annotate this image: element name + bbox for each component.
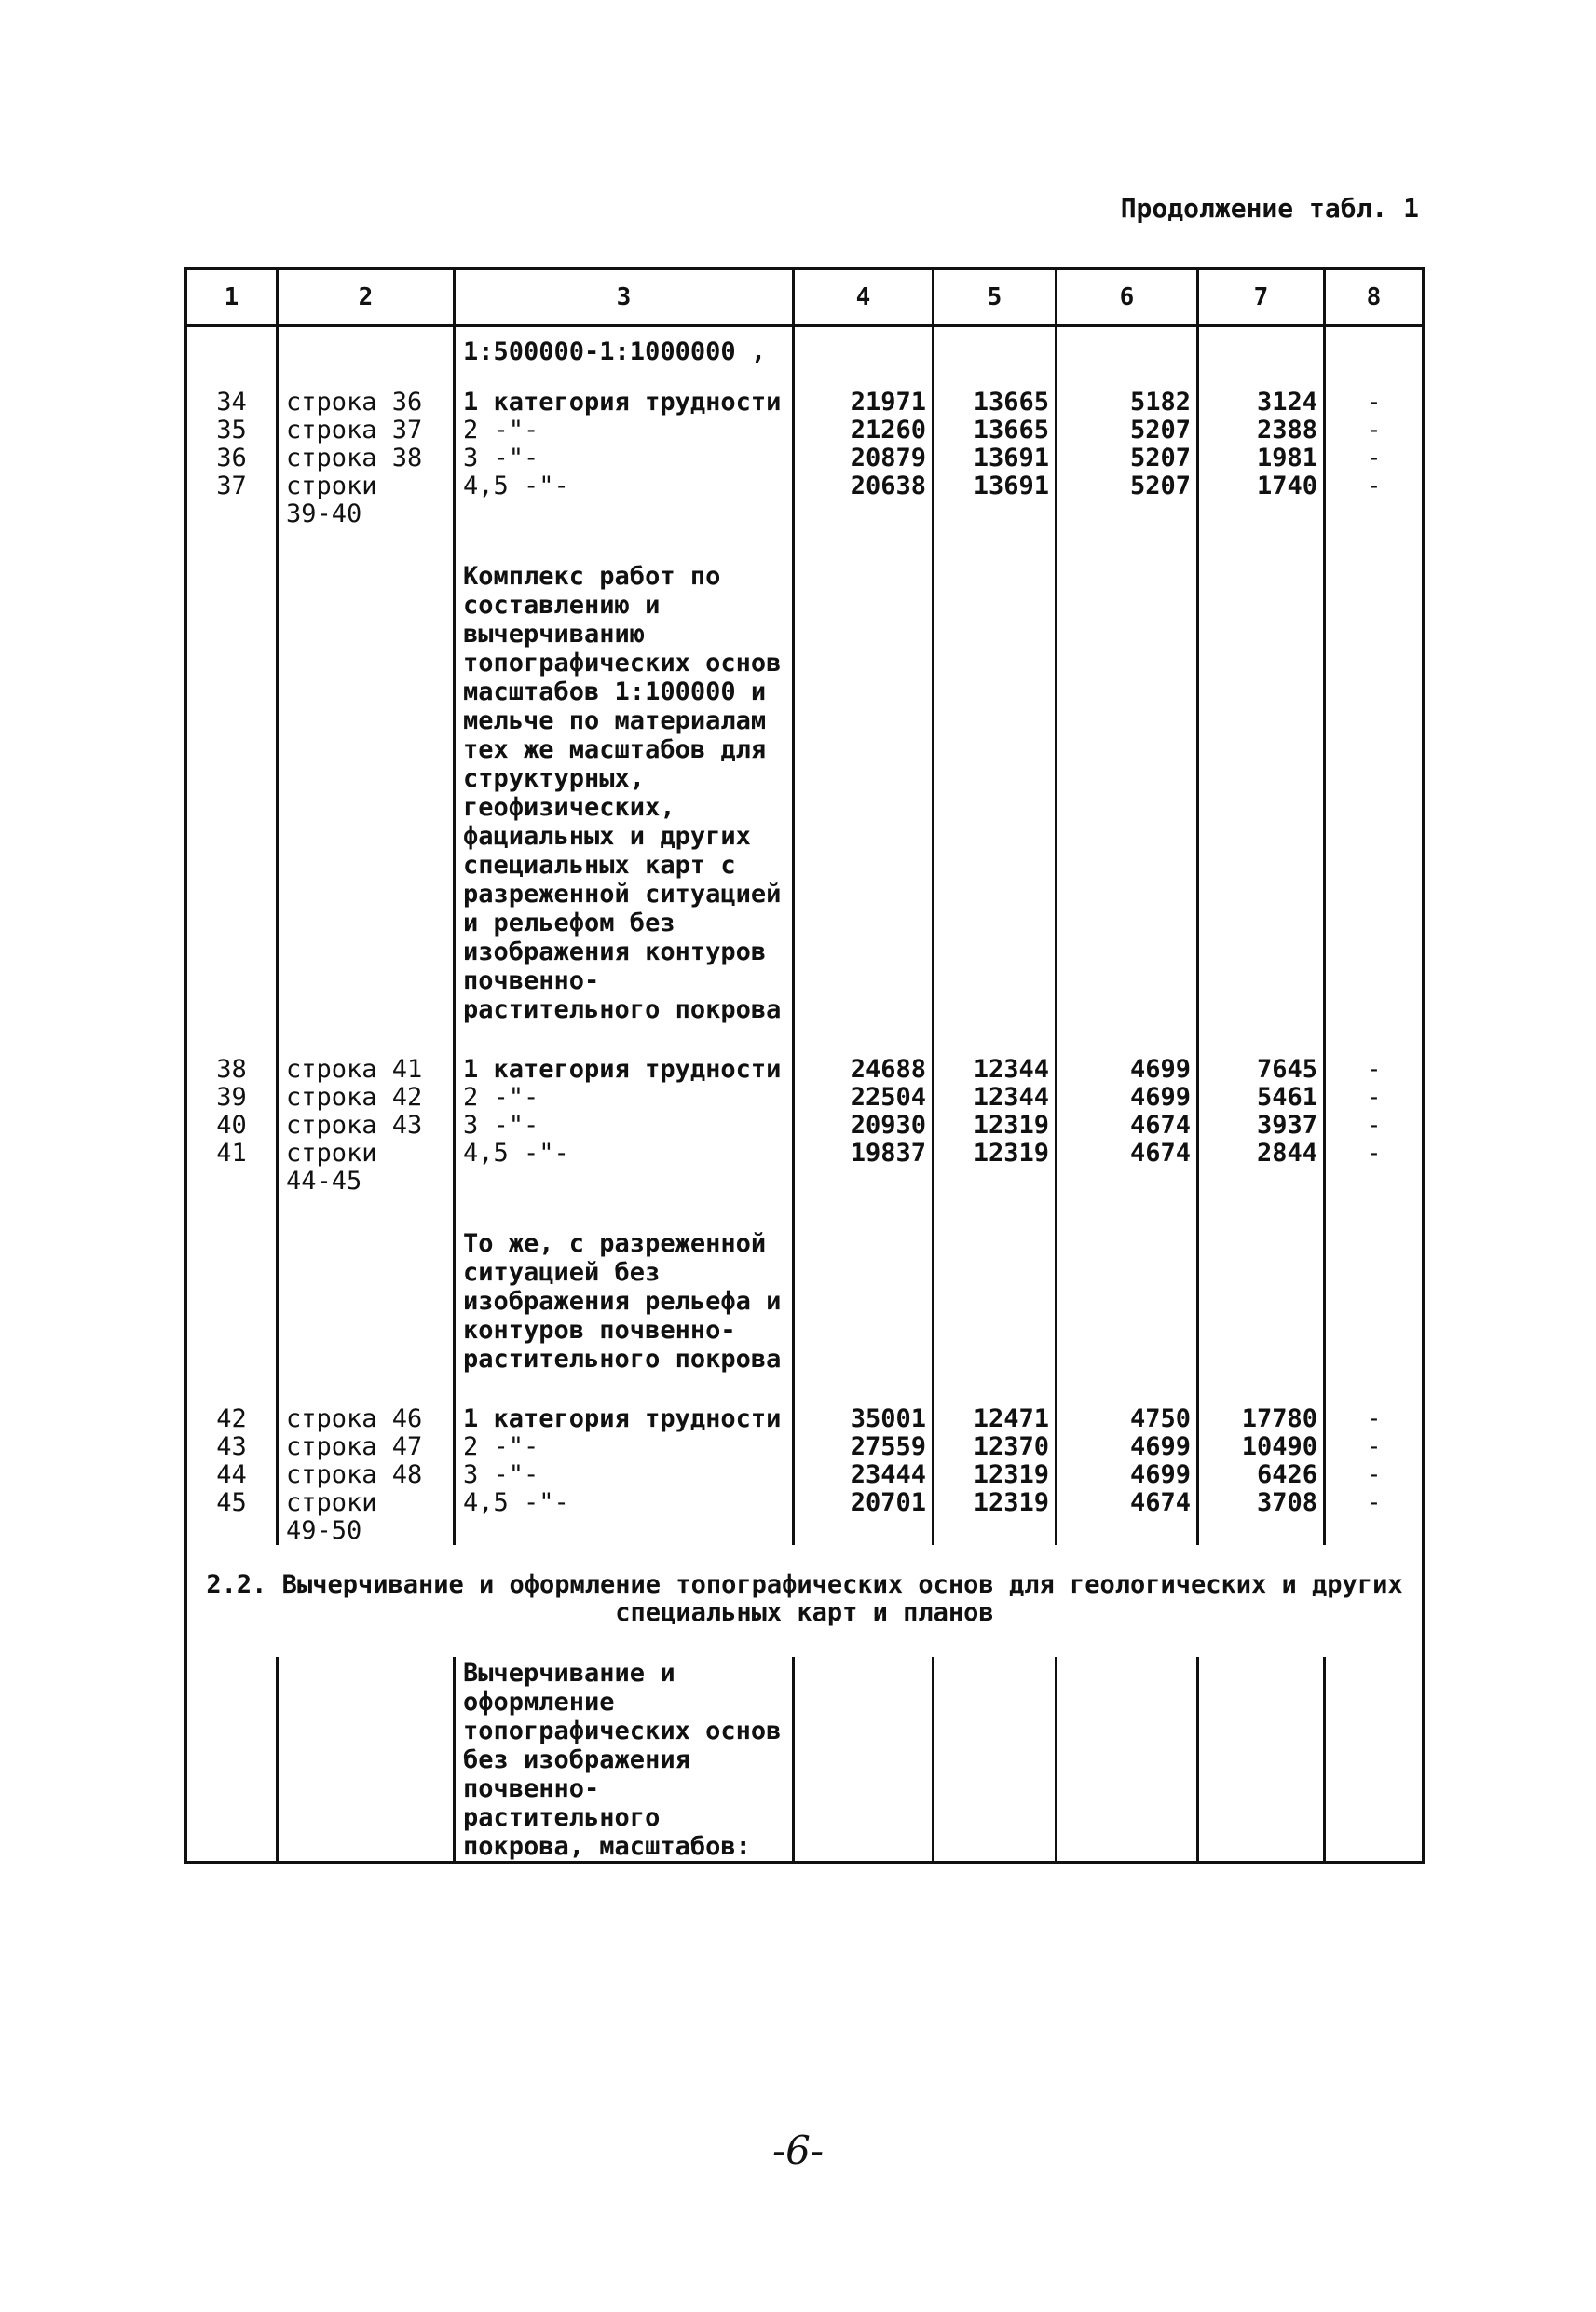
table-row-continuation: 39-40 (186, 500, 1424, 528)
table-row: 41 строки 4,5 -"- 19837 12319 4674 2844 - (186, 1140, 1424, 1168)
table-row: 42 строка 46 1 категория трудности 35001 12471 4750 17780 - (186, 1405, 1424, 1433)
col-header-5: 5 (934, 269, 1057, 326)
page-number: -6- (771, 2127, 825, 2173)
section-heading: 2.2. Вычерчивание и оформление топографических основ для геологических и других специальных карт и планов (186, 1545, 1424, 1657)
table-row: 43 строка 47 2 -"- 27559 12370 4699 10490 - (186, 1433, 1424, 1461)
col-header-8: 8 (1325, 269, 1424, 326)
col-header-1: 1 (186, 269, 278, 326)
table-row: 39 строка 42 2 -"- 22504 12344 4699 5461 - (186, 1084, 1424, 1112)
continuation-header: Продолжение табл. 1 (1120, 193, 1419, 224)
description-row (186, 560, 1424, 1024)
col-header-6: 6 (1057, 269, 1198, 326)
work-description: Комплекс работ по составлению и вычерчиванию топографических основ масштабов 1:100000 и мельче по материалам тех же масштабов для структурных, геофизических, фациальных и других специальных карт с разреженной ситуацией и рельефом без изображения контуров почвенно-растительного покрова (455, 560, 794, 1024)
norms-table (184, 267, 1425, 1864)
table-row: 36 строка 38 3 -"- 20879 13691 5207 1981 - (186, 445, 1424, 472)
scale-label: 1:500000-1:1000000 , (455, 326, 794, 380)
table-row-continuation: 49-50 (186, 1517, 1424, 1545)
col-header-4: 4 (794, 269, 934, 326)
scale-row (186, 326, 1424, 380)
description-row (186, 1657, 1424, 1863)
work-description: То же, с разреженной ситуацией без изображения рельефа и контуров почвенно-растительного покрова (455, 1227, 794, 1374)
description-row (186, 1227, 1424, 1374)
col-header-3: 3 (455, 269, 794, 326)
table-row: 34 строка 36 1 категория трудности 21971 13665 5182 3124 - (186, 389, 1424, 417)
table-row: 44 строка 48 3 -"- 23444 12319 4699 6426 - (186, 1461, 1424, 1489)
table-row: 40 строка 43 3 -"- 20930 12319 4674 3937 - (186, 1112, 1424, 1140)
work-description: Вычерчивание и оформление топографических основ без изображения почвенно-растительного покрова, масштабов: (455, 1657, 794, 1863)
table-row: 35 строка 37 2 -"- 21260 13665 5207 2388 - (186, 417, 1424, 445)
column-header-row (186, 269, 1424, 326)
col-header-2: 2 (278, 269, 455, 326)
table-row: 45 строки 4,5 -"- 20701 12319 4674 3708 - (186, 1489, 1424, 1517)
table-row: 37 строки 4,5 -"- 20638 13691 5207 1740 - (186, 472, 1424, 500)
col-header-7: 7 (1198, 269, 1325, 326)
table-row: 38 строка 41 1 категория трудности 24688 12344 4699 7645 - (186, 1056, 1424, 1084)
table-row-continuation: 44-45 (186, 1168, 1424, 1196)
section-heading-row (186, 1545, 1424, 1657)
